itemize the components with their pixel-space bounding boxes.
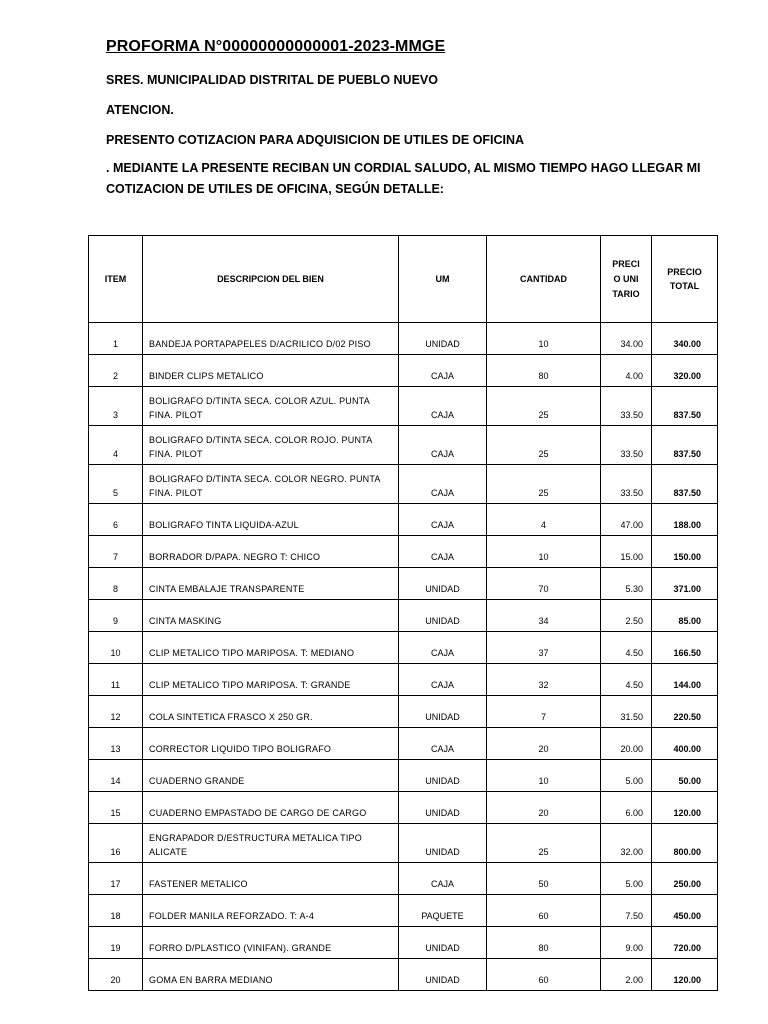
cell-precio-unitario: 34.00	[601, 323, 652, 355]
cell-um: UNIDAD	[399, 696, 487, 728]
cell-item: 15	[89, 792, 143, 824]
cell-cantidad: 80	[487, 355, 601, 387]
cell-precio-unitario: 33.50	[601, 465, 652, 504]
cell-precio-total: 120.00	[652, 792, 718, 824]
cell-precio-total: 720.00	[652, 927, 718, 959]
cell-precio-total: 800.00	[652, 824, 718, 863]
cell-precio-total: 250.00	[652, 863, 718, 895]
cell-descripcion: CUADERNO GRANDE	[143, 760, 399, 792]
cell-um: UNIDAD	[399, 792, 487, 824]
cell-precio-total: 220.50	[652, 696, 718, 728]
cell-precio-unitario: 33.50	[601, 426, 652, 465]
cell-descripcion: BINDER CLIPS METALICO	[143, 355, 399, 387]
cell-descripcion: FORRO D/PLASTICO (VINIFAN). GRANDE	[143, 927, 399, 959]
cell-um: UNIDAD	[399, 824, 487, 863]
cell-cantidad: 25	[487, 426, 601, 465]
cell-cantidad: 25	[487, 824, 601, 863]
table-row	[89, 426, 718, 465]
table-row	[89, 728, 718, 760]
cell-precio-unitario: 2.00	[601, 959, 652, 991]
table-row	[89, 863, 718, 895]
cell-descripcion: CLIP METALICO TIPO MARIPOSA. T: MEDIANO	[143, 632, 399, 664]
cell-cantidad: 32	[487, 664, 601, 696]
cell-precio-unitario: 7.50	[601, 895, 652, 927]
cell-precio-total: 837.50	[652, 426, 718, 465]
cell-um: CAJA	[399, 632, 487, 664]
cell-descripcion: CUADERNO EMPASTADO DE CARGO DE CARGO	[143, 792, 399, 824]
table-row	[89, 824, 718, 863]
cell-descripcion: BOLIGRAFO D/TINTA SECA. COLOR ROJO. PUNTA FINA. PILOT	[143, 426, 399, 465]
cell-item: 13	[89, 728, 143, 760]
table-row	[89, 895, 718, 927]
cell-descripcion: BOLIGRAFO TINTA LIQUIDA-AZUL	[143, 504, 399, 536]
cell-cantidad: 20	[487, 728, 601, 760]
table-row	[89, 632, 718, 664]
cell-um: CAJA	[399, 664, 487, 696]
cell-cantidad: 34	[487, 600, 601, 632]
table-row	[89, 760, 718, 792]
cell-um: CAJA	[399, 426, 487, 465]
cell-cantidad: 60	[487, 959, 601, 991]
cell-precio-unitario: 20.00	[601, 728, 652, 760]
cell-descripcion: CLIP METALICO TIPO MARIPOSA. T: GRANDE	[143, 664, 399, 696]
cell-item: 7	[89, 536, 143, 568]
cell-cantidad: 50	[487, 863, 601, 895]
column-header-cantidad: CANTIDAD	[487, 236, 601, 323]
cell-precio-unitario: 4.50	[601, 632, 652, 664]
cell-descripcion: BOLIGRAFO D/TINTA SECA. COLOR NEGRO. PUNTA FINA. PILOT	[143, 465, 399, 504]
column-header-precio-total: PRECIO TOTAL	[652, 236, 718, 323]
cell-descripcion: ENGRAPADOR D/ESTRUCTURA METALICA TIPO ALICATE	[143, 824, 399, 863]
table-header-row	[89, 236, 718, 323]
cell-item: 5	[89, 465, 143, 504]
cell-cantidad: 60	[487, 895, 601, 927]
cell-item: 4	[89, 426, 143, 465]
cell-cantidad: 4	[487, 504, 601, 536]
cell-item: 17	[89, 863, 143, 895]
cell-precio-unitario: 31.50	[601, 696, 652, 728]
document-title: PROFORMA N°00000000000001-2023-MMGE	[106, 38, 446, 55]
column-header-um: UM	[399, 236, 487, 323]
cell-item: 11	[89, 664, 143, 696]
cell-item: 12	[89, 696, 143, 728]
column-header-item: ITEM	[89, 236, 143, 323]
cell-um: CAJA	[399, 863, 487, 895]
cell-item: 20	[89, 959, 143, 991]
cell-cantidad: 80	[487, 927, 601, 959]
cell-item: 10	[89, 632, 143, 664]
table-row	[89, 696, 718, 728]
table-row	[89, 568, 718, 600]
cell-cantidad: 7	[487, 696, 601, 728]
cell-precio-unitario: 32.00	[601, 824, 652, 863]
cell-precio-total: 340.00	[652, 323, 718, 355]
cell-descripcion: FASTENER METALICO	[143, 863, 399, 895]
cell-descripcion: CINTA EMBALAJE TRANSPARENTE	[143, 568, 399, 600]
cell-precio-total: 50.00	[652, 760, 718, 792]
body-line-1: . MEDIANTE LA PRESENTE RECIBAN UN CORDIAL SALUDO, AL MISMO TIEMPO HAGO LLEGAR MI	[106, 161, 701, 175]
cell-precio-total: 150.00	[652, 536, 718, 568]
cell-descripcion: FOLDER MANILA REFORZADO. T: A-4	[143, 895, 399, 927]
cell-item: 9	[89, 600, 143, 632]
table-row	[89, 959, 718, 991]
cell-precio-total: 837.50	[652, 465, 718, 504]
cell-descripcion: COLA SINTETICA FRASCO X 250 GR.	[143, 696, 399, 728]
quotation-table	[88, 235, 718, 991]
cell-um: UNIDAD	[399, 323, 487, 355]
cell-precio-total: 85.00	[652, 600, 718, 632]
cell-descripcion: BOLIGRAFO D/TINTA SECA. COLOR AZUL. PUNTA FINA. PILOT	[143, 387, 399, 426]
cell-um: CAJA	[399, 504, 487, 536]
cell-um: UNIDAD	[399, 568, 487, 600]
cell-precio-total: 371.00	[652, 568, 718, 600]
cell-precio-total: 320.00	[652, 355, 718, 387]
table-row	[89, 792, 718, 824]
table-row	[89, 504, 718, 536]
cell-um: CAJA	[399, 387, 487, 426]
cell-um: CAJA	[399, 355, 487, 387]
cell-descripcion: BORRADOR D/PAPA. NEGRO T: CHICO	[143, 536, 399, 568]
table-row	[89, 600, 718, 632]
cell-precio-unitario: 5.00	[601, 863, 652, 895]
cell-um: PAQUETE	[399, 895, 487, 927]
column-header-precio-unitario: PRECIO UNITARIO	[601, 236, 652, 323]
cell-precio-total: 188.00	[652, 504, 718, 536]
cell-precio-unitario: 4.00	[601, 355, 652, 387]
attention-line: ATENCION.	[106, 103, 174, 117]
cell-um: CAJA	[399, 465, 487, 504]
cell-item: 19	[89, 927, 143, 959]
cell-um: UNIDAD	[399, 760, 487, 792]
cell-item: 8	[89, 568, 143, 600]
cell-precio-total: 120.00	[652, 959, 718, 991]
cell-cantidad: 25	[487, 465, 601, 504]
table-row	[89, 664, 718, 696]
cell-cantidad: 10	[487, 323, 601, 355]
cell-precio-unitario: 9.00	[601, 927, 652, 959]
body-line-2: COTIZACION DE UTILES DE OFICINA, SEGÚN DETALLE:	[106, 182, 444, 196]
cell-cantidad: 37	[487, 632, 601, 664]
cell-precio-unitario: 4.50	[601, 664, 652, 696]
cell-cantidad: 70	[487, 568, 601, 600]
table-row	[89, 536, 718, 568]
subject-line: PRESENTO COTIZACION PARA ADQUISICION DE UTILES DE OFICINA	[106, 133, 525, 147]
cell-precio-unitario: 33.50	[601, 387, 652, 426]
cell-cantidad: 25	[487, 387, 601, 426]
cell-precio-total: 450.00	[652, 895, 718, 927]
table-row	[89, 387, 718, 426]
cell-item: 2	[89, 355, 143, 387]
cell-descripcion: CORRECTOR LIQUIDO TIPO BOLIGRAFO	[143, 728, 399, 760]
cell-item: 16	[89, 824, 143, 863]
cell-cantidad: 20	[487, 792, 601, 824]
cell-precio-total: 837.50	[652, 387, 718, 426]
cell-precio-total: 400.00	[652, 728, 718, 760]
cell-descripcion: CINTA MASKING	[143, 600, 399, 632]
cell-item: 18	[89, 895, 143, 927]
cell-item: 1	[89, 323, 143, 355]
cell-precio-unitario: 15.00	[601, 536, 652, 568]
cell-um: CAJA	[399, 728, 487, 760]
cell-um: CAJA	[399, 536, 487, 568]
table-row	[89, 465, 718, 504]
cell-precio-unitario: 2.50	[601, 600, 652, 632]
table-row	[89, 927, 718, 959]
cell-precio-unitario: 47.00	[601, 504, 652, 536]
cell-item: 3	[89, 387, 143, 426]
recipient-line: SRES. MUNICIPALIDAD DISTRITAL DE PUEBLO NUEVO	[106, 73, 438, 87]
cell-um: UNIDAD	[399, 927, 487, 959]
cell-cantidad: 10	[487, 536, 601, 568]
cell-descripcion: GOMA EN BARRA MEDIANO	[143, 959, 399, 991]
cell-um: UNIDAD	[399, 600, 487, 632]
cell-descripcion: BANDEJA PORTAPAPELES D/ACRILICO D/02 PISO	[143, 323, 399, 355]
column-header-descripcion: DESCRIPCION DEL BIEN	[143, 236, 399, 323]
cell-precio-unitario: 5.30	[601, 568, 652, 600]
cell-cantidad: 10	[487, 760, 601, 792]
table-body	[89, 323, 718, 991]
cell-item: 14	[89, 760, 143, 792]
cell-precio-total: 166.50	[652, 632, 718, 664]
table-row	[89, 355, 718, 387]
cell-um: UNIDAD	[399, 959, 487, 991]
cell-precio-total: 144.00	[652, 664, 718, 696]
cell-item: 6	[89, 504, 143, 536]
cell-precio-unitario: 6.00	[601, 792, 652, 824]
table-row	[89, 323, 718, 355]
cell-precio-unitario: 5.00	[601, 760, 652, 792]
